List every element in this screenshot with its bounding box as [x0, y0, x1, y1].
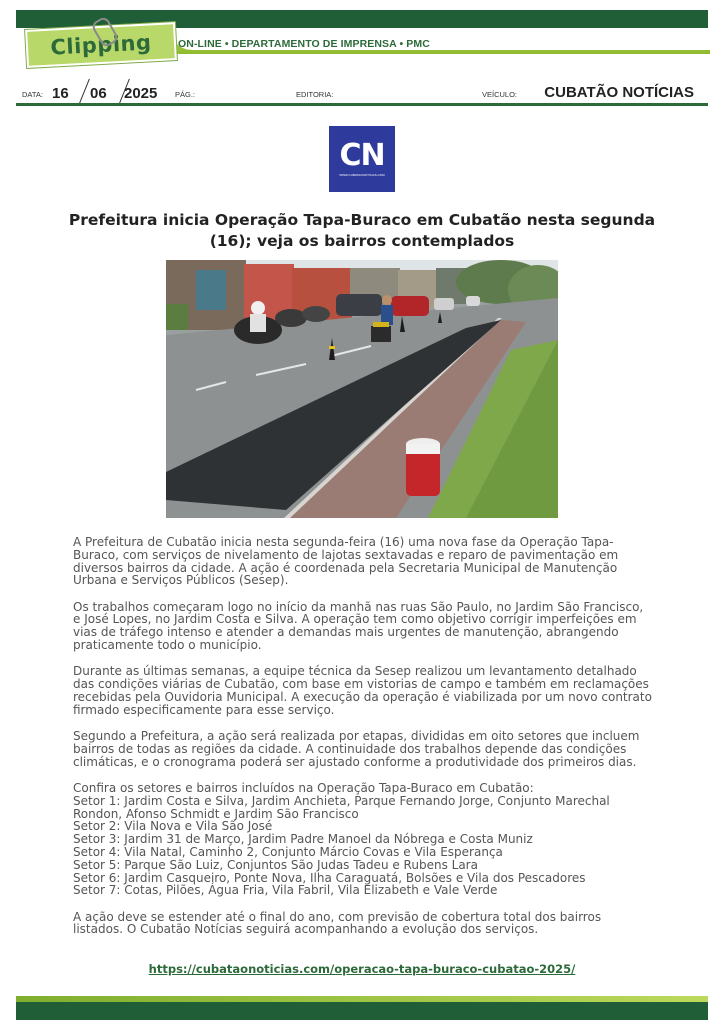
source-logo-text: CN [339, 138, 385, 173]
date-month: 06 [90, 85, 107, 102]
source-logo-site: WWW.CUBATAONOTICIAS.COM [339, 173, 385, 177]
source-logo [329, 126, 395, 192]
department-line: ON-LINE • DEPARTAMENTO DE IMPRENSA • PMC [178, 38, 430, 50]
sectors-list [73, 782, 653, 897]
sectors-intro: Confira os setores e bairros incluídos na Operação Tapa-Buraco em Cubatão: [73, 780, 534, 795]
article-paragraph: A Prefeitura de Cubatão inicia nesta segunda-feira (16) uma nova fase da Operação Tapa-Buraco, com serviços de nivelamento de lajotas sextavadas e reparo de pavimentação em diversos bairros da cidade. A ação é coordenada pela Secretaria Municipal de Manutenção Urbana e Serviços Públicos (Sesep). [73, 535, 619, 588]
clipping-meta-row [18, 76, 710, 104]
article-photo [166, 260, 558, 518]
article-body [73, 536, 653, 950]
article-title: Prefeitura inicia Operação Tapa-Buraco em Cubatão nesta segunda (16); veja os bairros contemplados [68, 211, 656, 250]
date-label: DATA: [22, 90, 43, 99]
page-label: PÁG.: [175, 90, 196, 99]
source-link[interactable]: https://cubataonoticias.com/operacao-tapa-buraco-cubatao-2025/ [148, 962, 576, 976]
clipping-logo-text: Clipping [49, 30, 153, 60]
sector-item: Setor 6: Jardim Casqueiro, Ponte Nova, Ilha Caraguatá, Bolsões e Vila dos Pescadores [73, 870, 586, 885]
date-separator [79, 79, 90, 103]
section-label: EDITORIA: [296, 90, 334, 99]
article-paragraph: Segundo a Prefeitura, a ação será realizada por etapas, divididas em oito setores que incluem bairros de todas as regiões da cidade. A continuidade dos trabalhos depende das condições climáticas, e o cronograma poderá ser ajustado conforme a produtividade dos primeiros dias. [73, 729, 640, 769]
meta-divider [16, 103, 708, 106]
article-paragraph: Durante as últimas semanas, a equipe técnica da Sesep realizou um levantamento detalhado das condições viárias de Cubatão, com base em vistorias de campo e também em reclamações recebidas pela Ouvidoria Municipal. A execução da operação é viabilizada por um novo contrato firmado especificamente para esse serviço. [73, 664, 652, 717]
date-day: 16 [52, 85, 69, 102]
vehicle-name: CUBATÃO NOTÍCIAS [544, 84, 694, 101]
sector-item: Setor 5: Parque São Luiz, Conjuntos São Judas Tadeu e Rubens Lara [73, 857, 478, 872]
date-year: 2025 [124, 85, 158, 102]
footer-dark-band [16, 1002, 708, 1020]
vehicle-label: VEÍCULO: [482, 90, 518, 99]
sector-item: Setor 7: Cotas, Pilões, Água Fria, Vila Fabril, Vila Elizabeth e Vale Verde [73, 883, 498, 898]
sector-item: Setor 3: Jardim 31 de Março, Jardim Padre Manoel da Nóbrega e Costa Muniz [73, 832, 533, 847]
sector-item: Setor 4: Vila Natal, Caminho 2, Conjunto Márcio Covas e Vila Esperança [73, 844, 503, 859]
sector-item: Setor 1: Jardim Costa e Silva, Jardim Anchieta, Parque Fernando Jorge, Conjunto Marechal Rondon, Afonso Schmidt e Jardim São Francisco [73, 793, 610, 821]
sector-item: Setor 2: Vila Nova e Vila São José [73, 819, 273, 834]
article-paragraph: Os trabalhos começaram logo no início da manhã nas ruas São Paulo, no Jardim São Francisco, e José Lopes, no Jardim Costa e Silva. A operação tem como objetivo corrigir imperfeições em vias de tráfego intenso e atender a demandas mais urgentes de manutenção, abrangendo praticamente todo o município. [73, 599, 644, 653]
article-closing: A ação deve se estender até o final do ano, com previsão de cobertura total dos bairros listados. O Cubatão Notícias seguirá acompanhando a evolução dos serviços. [73, 909, 602, 937]
